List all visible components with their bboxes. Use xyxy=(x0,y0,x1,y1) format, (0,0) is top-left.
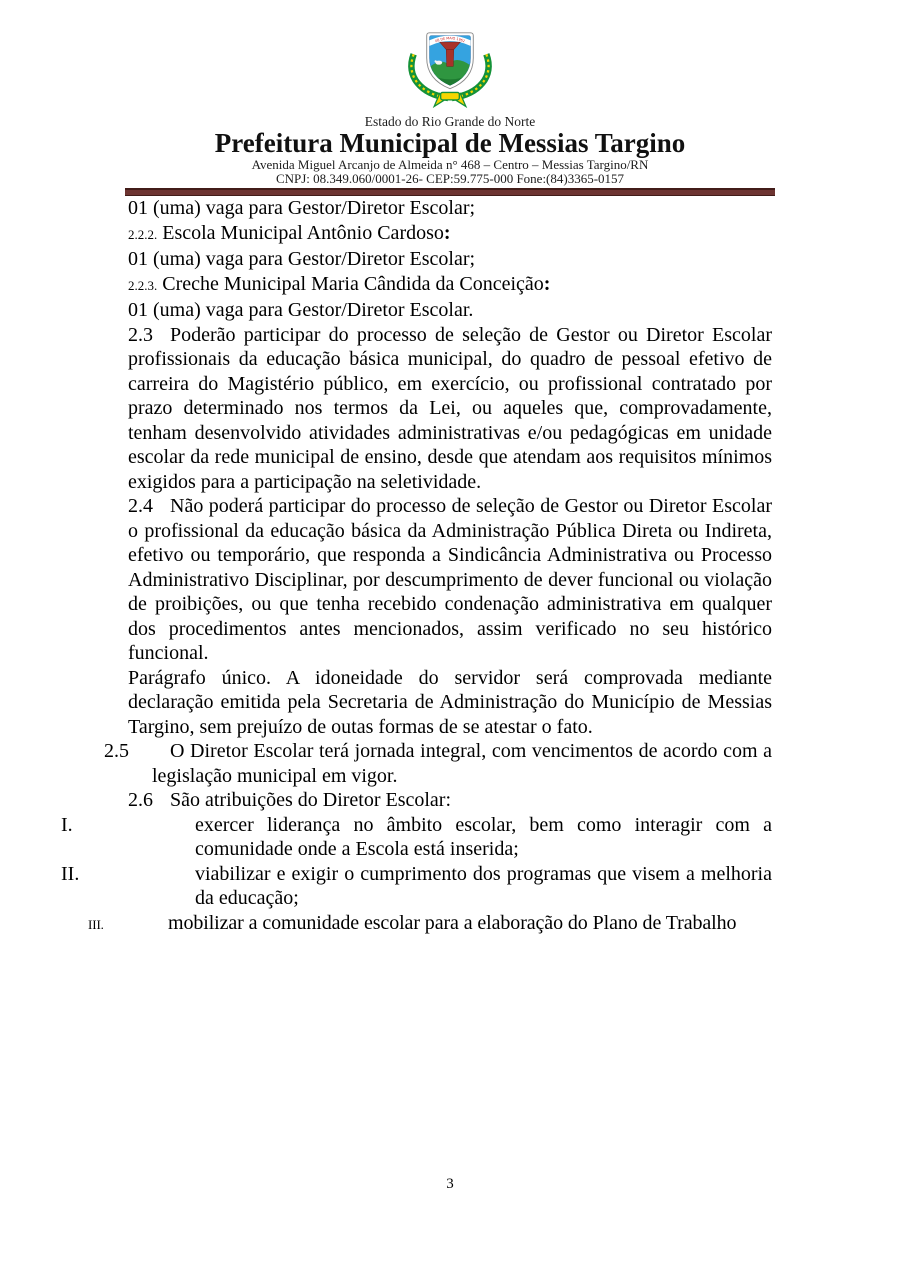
header-divider-rule xyxy=(125,188,775,196)
paragraph-2-3 xyxy=(128,323,772,495)
paragraph-2-5-number: 2.5 xyxy=(104,740,129,762)
subsection-223-number: 2.2.3. xyxy=(128,277,158,293)
subsection-222-heading xyxy=(128,221,772,248)
crest-container xyxy=(0,30,900,112)
address-line: Avenida Miguel Arcanjo de Almeida n° 468 – Centro – Messias Targino/RN xyxy=(251,157,649,172)
vacancy-line-223: 01 (uma) vaga para Gestor/Diretor Escolar. xyxy=(128,299,474,321)
subsection-223-title: Creche Municipal Maria Cândida da Conceição xyxy=(162,272,544,295)
paragraph-2-6 xyxy=(128,788,772,813)
subsection-222-title: Escola Municipal Antônio Cardoso xyxy=(162,221,444,244)
list-item-II xyxy=(61,862,772,911)
paragraph-2-6-number: 2.6 xyxy=(128,789,153,811)
paragraph-2-3-number: 2.3 xyxy=(128,323,153,346)
municipal-crest-icon xyxy=(396,30,504,112)
state-line: Estado do Rio Grande do Norte xyxy=(364,114,536,129)
document-body xyxy=(61,196,772,937)
vacancy-line-222: 01 (uma) vaga para Gestor/Diretor Escolar; xyxy=(128,248,476,270)
list-item-III-number: III. xyxy=(88,916,104,932)
subsection-223-colon: : xyxy=(543,272,551,295)
list-item-I-text: exercer liderança no âmbito escolar, bem como interagir com a comunidade onde a Escola está inserida; xyxy=(195,813,772,860)
vacancy-line-221: 01 (uma) vaga para Gestor/Diretor Escolar; xyxy=(128,197,476,219)
page-number: 3 xyxy=(446,1176,454,1192)
paragraph-2-4-text: Não poderá participar do processo de seleção de Gestor ou Diretor Escolar o profissional da educação básica da Administração Pública Direta ou Indireta, efetivo ou temporário, que responda a Sindicância Administrativa ou Processo Administrativo Disciplinar, por descumprimento de dever funcional ou violação de proibições, ou que tenha recebido condenação administrativa em qualquer dos procedimentos antes mencionados, assim verificado no seu histórico funcional. xyxy=(128,495,772,664)
crest-arc-text: 08 DE MAIO 1962 xyxy=(434,36,466,44)
paragraph-2-3-text: Poderão participar do processo de seleção de Gestor ou Diretor Escolar profissionais da educação básica municipal, do quadro de pessoal efetivo de carreira do Magistério público, em exercício, ou profissional contratado por prazo determinado nos termos da Lei, ou aqueles que, comprovadamente, tenham desenvolvido atividades administrativas e/ou pedagógicas em unidade escolar da rede municipal de ensino, desde que atendam aos requisitos mínimos exigidos para a participação na seletividade. xyxy=(128,323,772,493)
list-item-I-number: I. xyxy=(61,813,73,836)
paragraph-2-4-number: 2.4 xyxy=(128,495,153,517)
list-item-II-text: viabilizar e exigir o cumprimento dos programas que visem a melhoria da educação; xyxy=(195,862,772,909)
paragraph-2-5 xyxy=(104,739,772,788)
paragraph-2-4 xyxy=(128,494,772,666)
subsection-222-colon: : xyxy=(443,221,451,244)
page-title: Prefeitura Municipal de Messias Targino xyxy=(214,128,686,158)
cnpj-line: CNPJ: 08.349.060/0001-26- CEP:59.775-000 Fone:(84)3365-0157 xyxy=(275,171,625,186)
crest-shield xyxy=(427,33,474,89)
subsection-223-heading xyxy=(128,272,772,299)
subsection-222-number: 2.2.2. xyxy=(128,226,158,242)
paragraph-2-6-text: São atribuições do Diretor Escolar: xyxy=(170,789,452,811)
list-item-III xyxy=(88,911,772,938)
list-item-I xyxy=(61,813,772,862)
list-item-II-number: II. xyxy=(61,862,80,885)
list-item-III-text: mobilizar a comunidade escolar para a elaboração do Plano de Trabalho xyxy=(168,911,737,934)
document-header xyxy=(0,0,900,196)
paragraph-2-5-text: O Diretor Escolar terá jornada integral, com vencimentos de acordo com a legislação municipal em vigor. xyxy=(152,740,772,787)
paragrafo-unico: Parágrafo único. A idoneidade do servidor será comprovada mediante declaração emitida pela Secretaria de Administração do Município de Messias Targino, sem prejuízo de outas formas de se atestar o fato. xyxy=(128,666,772,738)
